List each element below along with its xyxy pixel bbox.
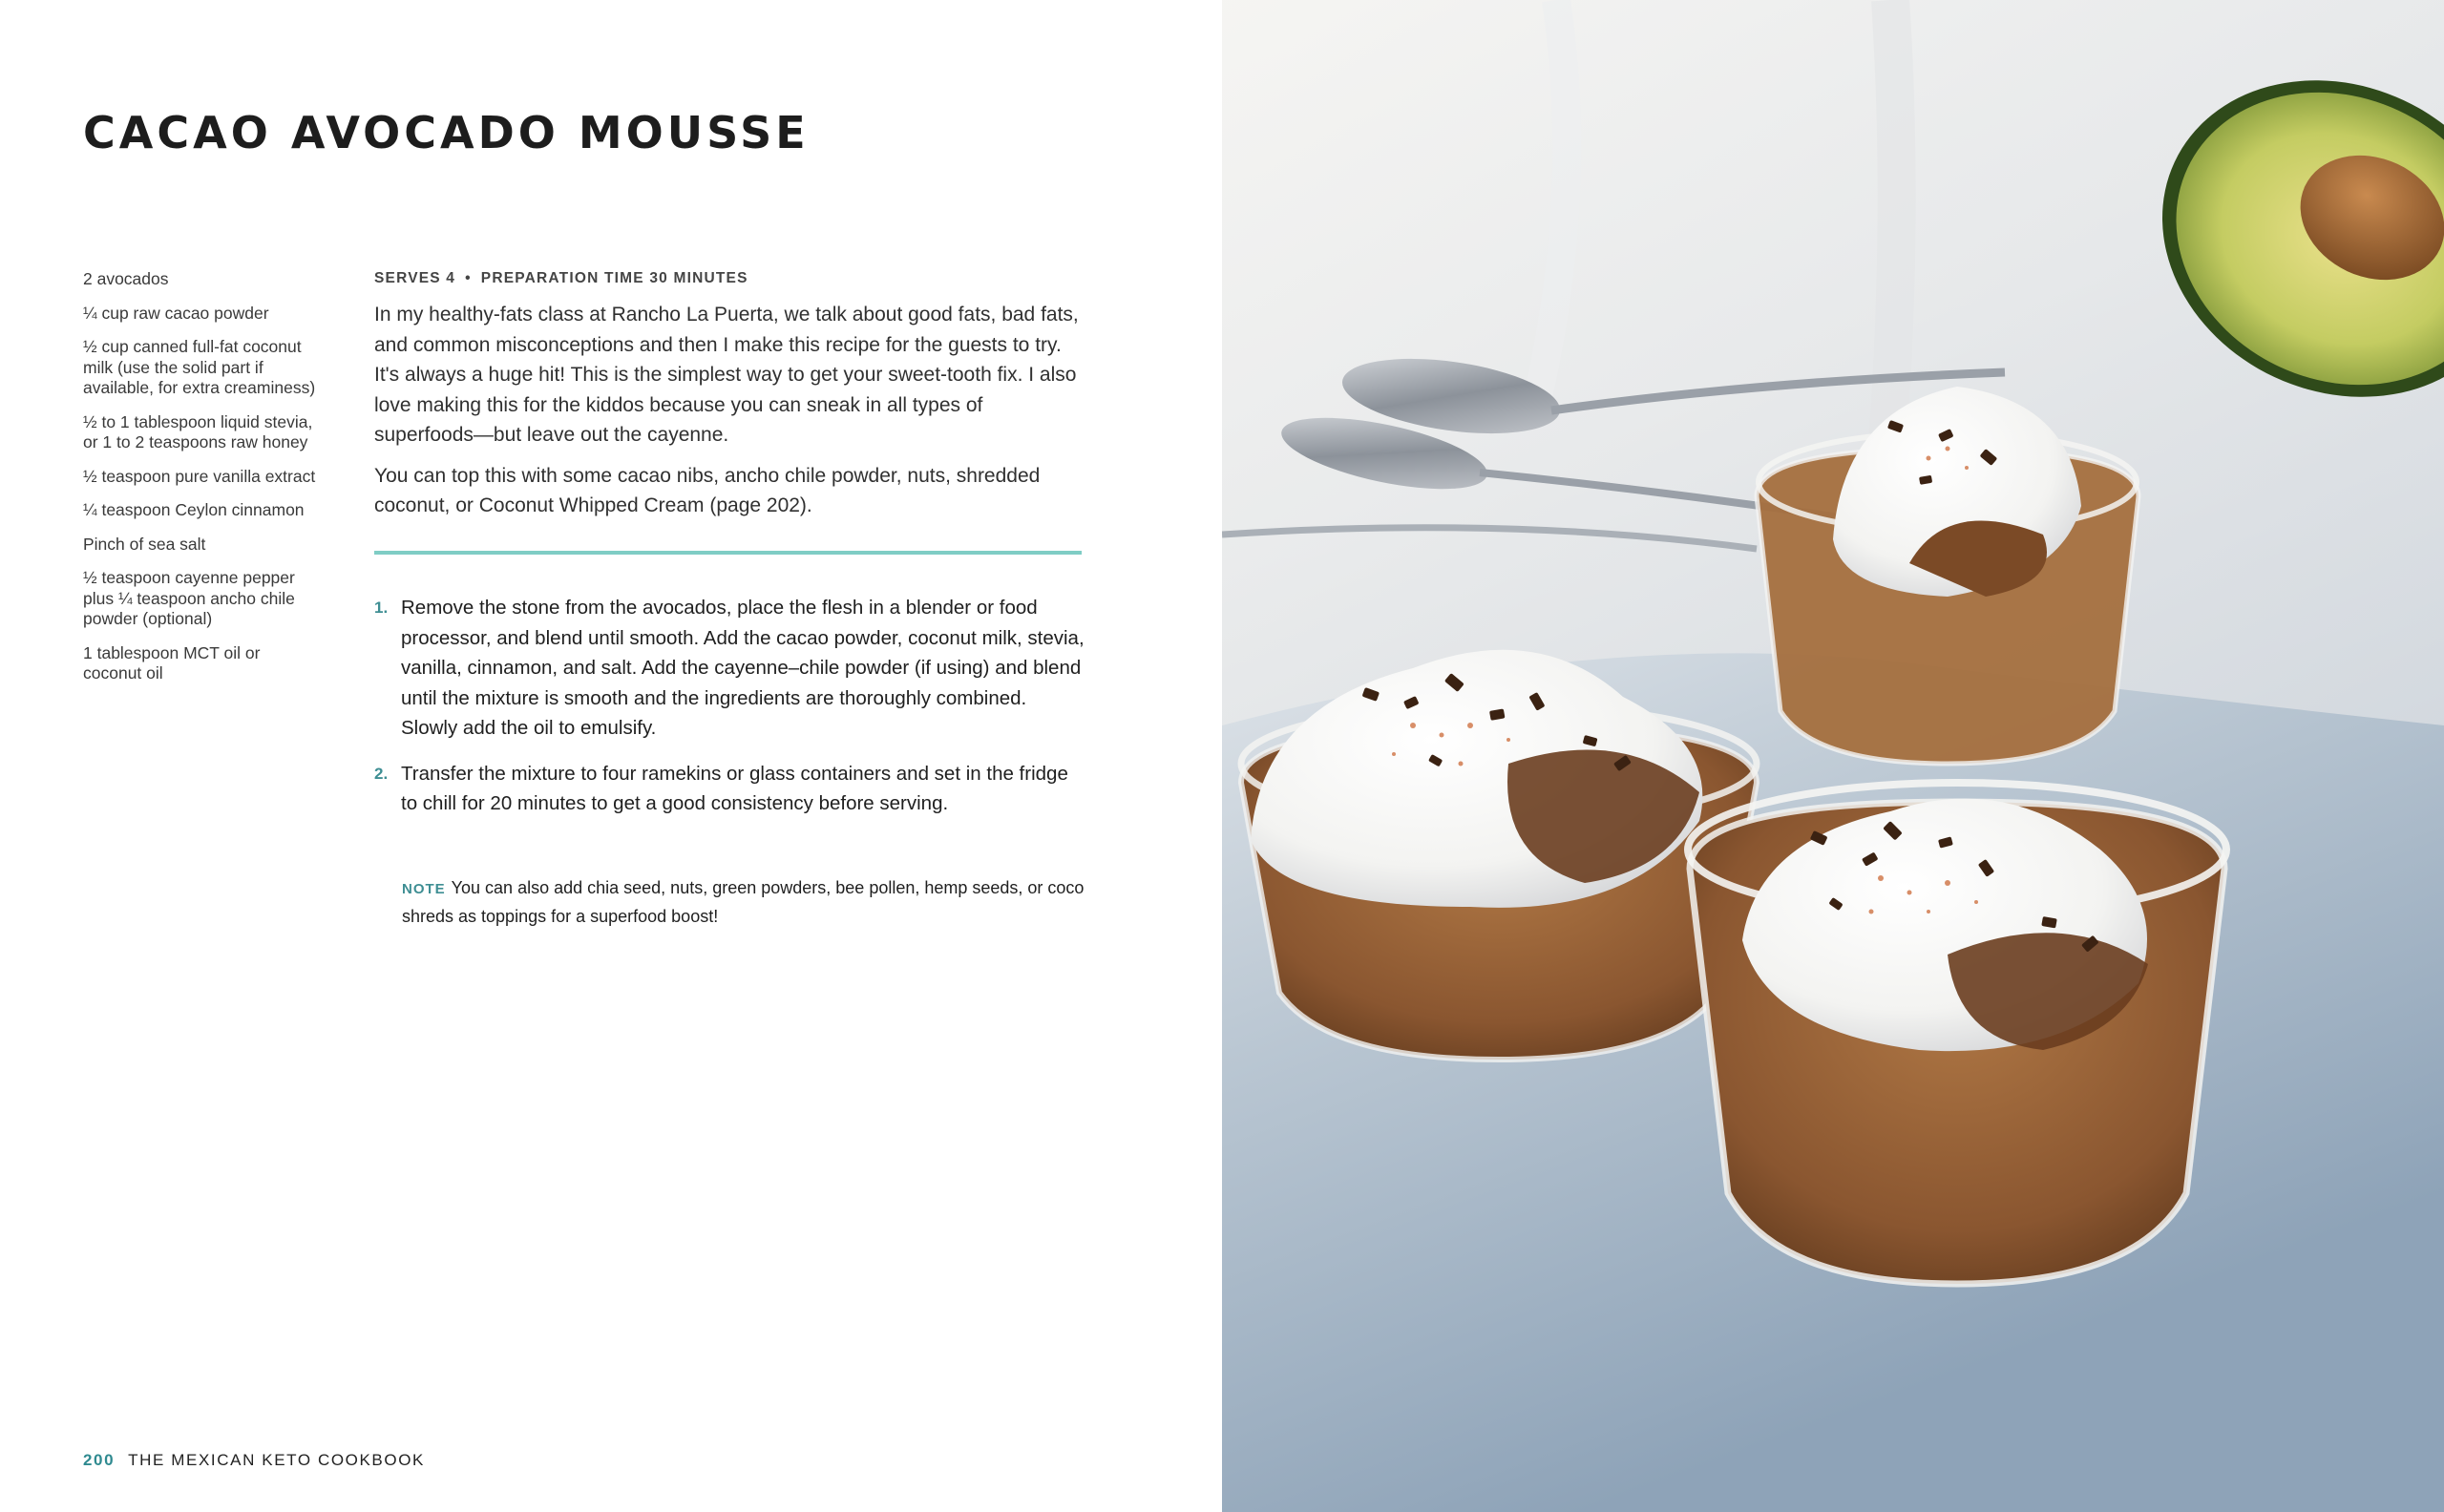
mousse-photo <box>1222 0 2444 1512</box>
ingredient-item: Pinch of sea salt <box>83 534 206 554</box>
serves-label: SERVES 4 <box>374 270 456 286</box>
recipe-intro <box>374 300 1085 532</box>
intro-paragraph: In my healthy-fats class at Rancho La Puerta, we talk about good fats, bad fats, and common misconceptions and then I make this recipe for the guests to try. It's always a huge hit! This is the simplest way to get your sweet-tooth fix. I also love making this for the kiddos because you can sneak in all types of superfoods—but leave out the cayenne. <box>374 304 1079 446</box>
photo-page <box>1222 0 2444 1512</box>
ingredient-item: ½ teaspoon cayenne pepper plus ¼ teaspoon ancho chile powder (optional) <box>83 568 295 628</box>
recipe-note <box>402 874 1085 931</box>
recipe-title: CACAO AVOCADO MOUSSE <box>83 107 810 158</box>
note-text: You can also add chia seed, nuts, green powders, bee pollen, hemp seeds, or coco shreds as toppings for a superfood boost! <box>402 878 1085 926</box>
step-item <box>374 593 1085 744</box>
step-number: 1. <box>374 598 389 617</box>
section-divider <box>374 551 1082 555</box>
glass-front <box>1688 783 2226 1284</box>
ingredient-item: 2 avocados <box>83 269 169 288</box>
recipe-meta <box>374 270 748 287</box>
ingredient-item: ¼ cup raw cacao powder <box>83 303 269 323</box>
note-label: NOTE <box>402 881 446 897</box>
step-number: 2. <box>374 764 389 783</box>
bullet-separator: • <box>465 270 472 286</box>
prep-time-label: PREPARATION TIME 30 MINUTES <box>480 270 748 286</box>
intro-paragraph: You can top this with some cacao nibs, ancho chile powder, nuts, shredded coconut, or Coconut Whipped Cream (page 202). <box>374 464 1041 516</box>
ingredient-item: ½ to 1 tablespoon liquid stevia, or 1 to 2 teaspoons raw honey <box>83 411 313 452</box>
step-item <box>374 759 1085 819</box>
step-text: Transfer the mixture to four ramekins or glass containers and set in the fridge to chill for 20 minutes to get a good consistency before serving. <box>401 762 1068 814</box>
ingredient-item: 1 tablespoon MCT oil or coconut oil <box>83 642 261 682</box>
page-footer <box>83 1451 425 1470</box>
page-number: 200 <box>83 1451 116 1469</box>
ingredient-item: ½ teaspoon pure vanilla extract <box>83 466 316 486</box>
ingredient-list <box>83 269 322 698</box>
step-list <box>374 593 1085 834</box>
ingredient-item: ¼ teaspoon Ceylon cinnamon <box>83 500 305 519</box>
step-text: Remove the stone from the avocados, place the flesh in a blender or food processor, and blend until smooth. Add the cacao powder, coconut milk, stevia, vanilla, cinnamon, and salt. Add the cayenne–chile powder (if using) and blend until the mixture is smooth and the ingredients are thoroughly combined. Slowly add the oil to emulsify. <box>401 597 1085 739</box>
book-title: THE MEXICAN KETO COOKBOOK <box>128 1451 425 1469</box>
ingredient-item: ½ cup canned full-fat coconut milk (use the solid part if available, for extra creaminess) <box>83 337 316 397</box>
